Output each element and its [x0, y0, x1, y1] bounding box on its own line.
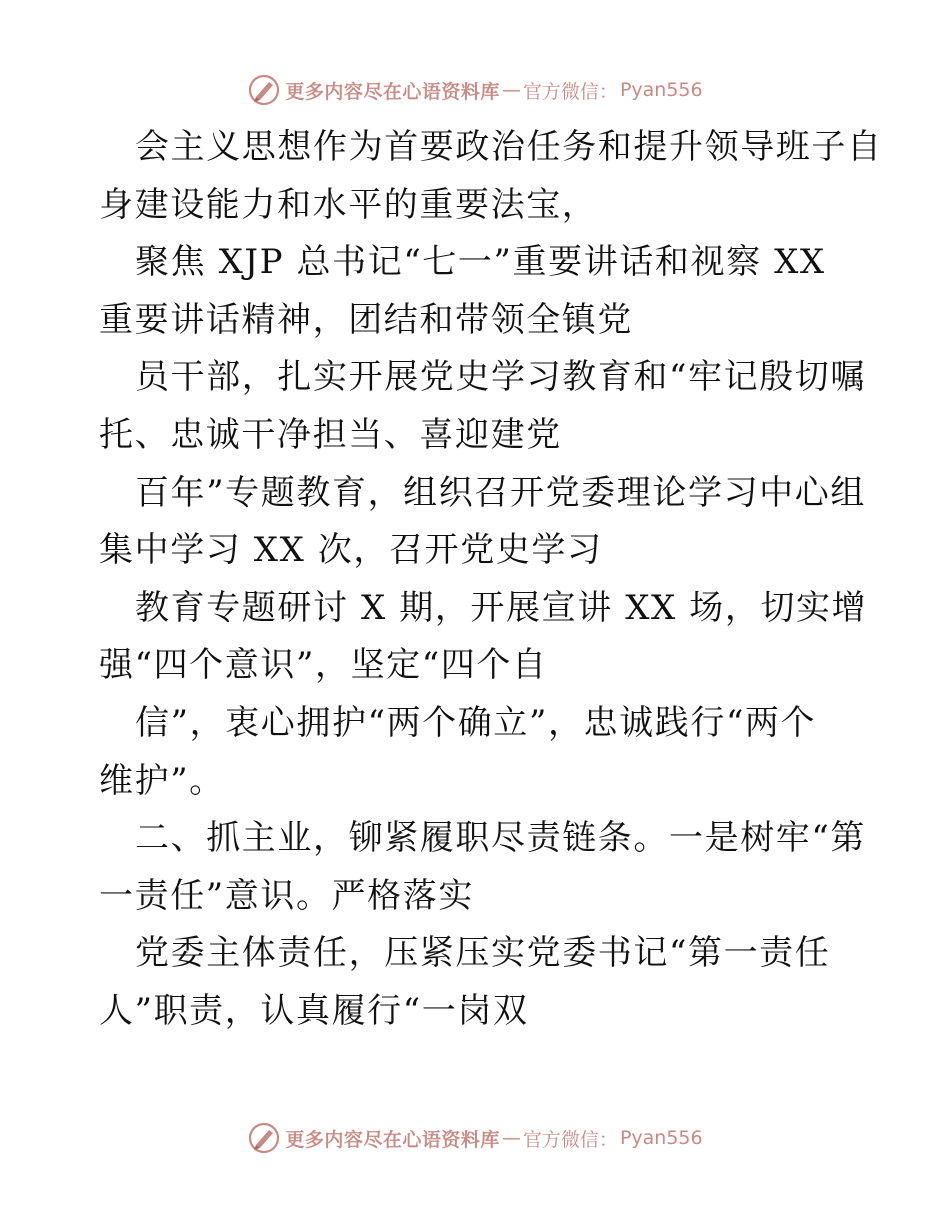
text-line: 维护”。	[99, 760, 225, 801]
text-line: 强“四个意识”，坚定“四个自	[99, 645, 548, 686]
text-line: 人”职责，认真履行“一岗双	[99, 990, 529, 1031]
header-watermark	[0, 70, 950, 110]
text-line: 聚焦 XJP 总书记“七一”重要讲话和视察 XX	[135, 242, 826, 283]
text-line: 教育专题研讨 X 期，开展宣讲 XX 场，切实增	[135, 587, 868, 628]
watermark-brand: 更多内容尽在心语资料库	[285, 1128, 500, 1151]
watermark-wechat-id: Pyan556	[619, 79, 703, 101]
text-line: 集中学习 XX 次，召开党史学习	[99, 530, 603, 571]
text-line: 身建设能力和水平的重要法宝，	[99, 184, 598, 225]
text-line: 百年”专题教育，组织召开党委理论学习中心组	[135, 472, 866, 513]
text-line: 会主义思想作为首要政治任务和提升领导班子自	[135, 127, 883, 167]
watermark-separator: —	[501, 1127, 521, 1149]
watermark-brand: 更多内容尽在心语资料库	[285, 80, 500, 103]
text-line: 重要讲话精神，团结和带领全镇党	[99, 299, 633, 340]
text-line: 员干部，扎实开展党史学习教育和“牢记殷切嘱	[135, 357, 866, 398]
text-line: 托、忠诚干净担当、喜迎建党	[99, 414, 562, 455]
text-line: 党委主体责任，压紧压实党委书记“第一责任	[135, 933, 831, 974]
pen-logo-icon	[247, 73, 281, 107]
footer-watermark	[0, 1118, 950, 1158]
text-line: 二、抓主业，铆紧履职尽责链条。一是树牢“第	[135, 818, 866, 859]
watermark-separator: —	[501, 79, 521, 101]
pen-logo-icon	[247, 1121, 281, 1155]
document-body	[99, 119, 883, 1041]
watermark-label: 官方微信：	[522, 1128, 618, 1151]
text-line: 一责任”意识。严格落实	[99, 875, 474, 916]
watermark-wechat-id: Pyan556	[619, 1127, 703, 1149]
watermark-label: 官方微信：	[522, 80, 618, 103]
text-line: 信”，衷心拥护“两个确立”，忠诚践行“两个	[135, 702, 817, 743]
